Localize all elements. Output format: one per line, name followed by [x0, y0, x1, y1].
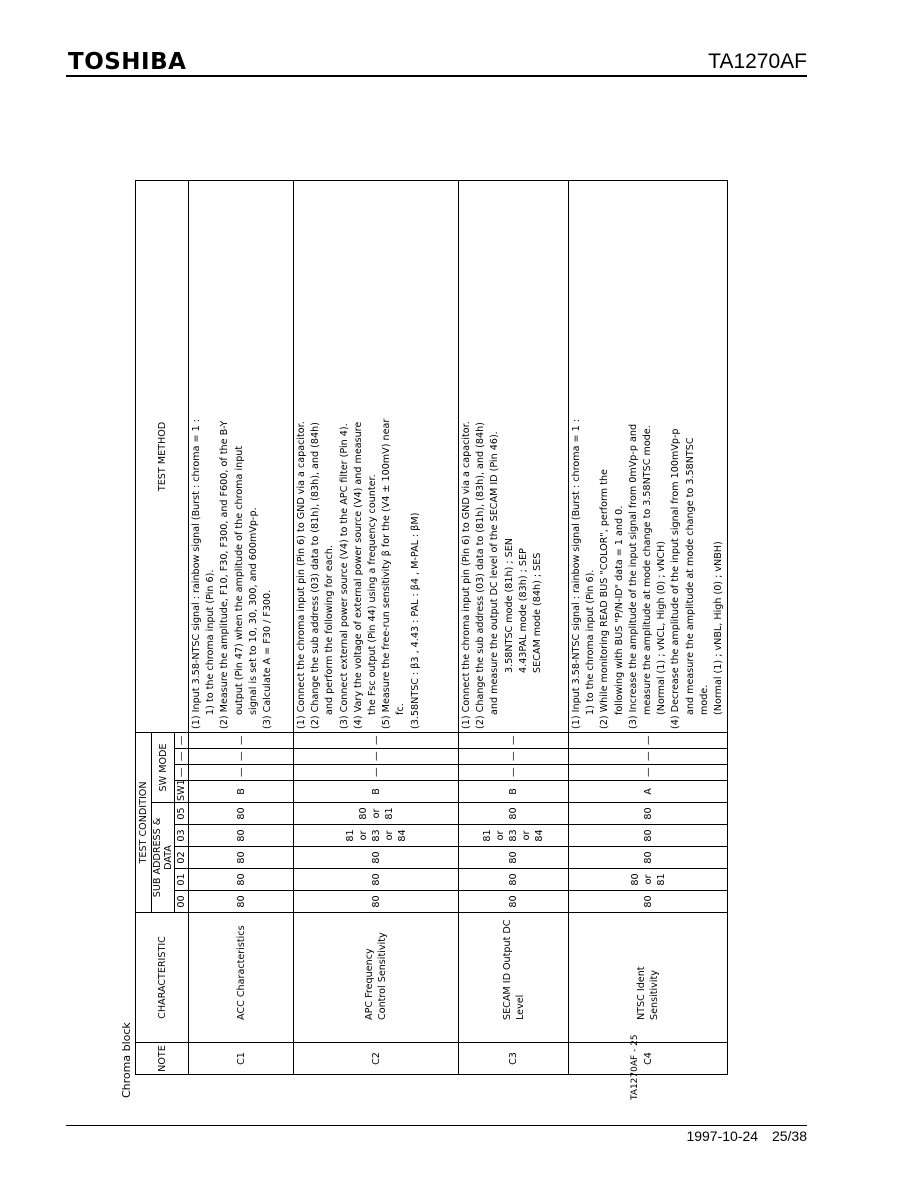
addr-value: 84	[534, 829, 545, 842]
method-line: (2) Measure the amplitude, F10, F30, F300, and F600, of the B-Y	[219, 420, 231, 729]
method-cell	[569, 181, 728, 733]
header-rule	[66, 75, 807, 77]
addr-value: 80	[370, 851, 382, 864]
method-line: (4) Vary the voltage of external power source (V4) and measure	[352, 421, 364, 729]
addr-cell	[294, 825, 459, 847]
note-cell: C3	[459, 1043, 569, 1075]
addr-value: or	[642, 874, 654, 885]
addr-cell	[189, 869, 294, 891]
col-sw-1: —	[175, 765, 189, 781]
col-characteristic: CHARACTERISTIC	[136, 913, 189, 1043]
footer-rule	[66, 1125, 807, 1126]
method-line: output (Pin 47) when the amplitude of the chroma input	[233, 445, 245, 715]
method-line: the Fsc output (Pin 44) using a frequency counter.	[367, 474, 379, 715]
table-row	[459, 181, 569, 1075]
sw-cell: —	[189, 732, 294, 748]
method-line: fc.	[395, 703, 407, 715]
addr-value: 81	[383, 807, 395, 820]
sw-cell: —	[459, 749, 569, 765]
addr-value: 80	[235, 851, 247, 864]
method-cell	[189, 181, 294, 733]
method-line: (4) Decrease the amplitude of the input signal from 100mVp-p	[670, 428, 682, 729]
page-number: 25/38	[771, 1128, 807, 1144]
method-line: (3) Calculate A = F30 / F300.	[262, 589, 274, 729]
addr-value: 80	[235, 829, 247, 842]
addr-value: 80	[370, 895, 382, 908]
method-cell	[294, 181, 459, 733]
test-method-table	[135, 180, 728, 1075]
method-line: and measure the amplitude at mode change to 3.58NTSC	[684, 437, 696, 715]
col-sw-0: SW1	[176, 779, 187, 801]
addr-value: 81	[344, 829, 356, 842]
characteristic-cell	[294, 913, 459, 1043]
method-line: SECAM mode (84h) ; SES	[532, 552, 544, 673]
method-line: mode.	[698, 684, 710, 715]
method-line: measure the amplitude at mode change to 3.58NTSC mode.	[642, 425, 654, 715]
method-line: (2) Change the sub address (03) data to (81h), (83h), and (84h)	[475, 422, 487, 729]
brand-logo: TOSHIBA	[68, 49, 187, 75]
sw-cell: B	[189, 781, 294, 803]
addr-value: 80	[642, 807, 654, 820]
addr-cell	[189, 803, 294, 825]
addr-cell	[294, 847, 459, 869]
method-line: (Normal (1) ; vNBL, High (0) ; vNBH)	[713, 541, 725, 715]
addr-cell	[189, 891, 294, 913]
col-addr-3: 03	[175, 825, 189, 847]
method-line: (3.58NTSC : β3 , 4.43 : PAL : β4 , M-PAL : βM)	[409, 512, 421, 729]
sw-cell: B	[459, 781, 569, 803]
method-line: and measure the output DC level of the SECAM ID (Pin 46).	[489, 431, 501, 715]
addr-value: or	[383, 830, 395, 841]
addr-cell	[294, 891, 459, 913]
sw-cell: —	[189, 749, 294, 765]
addr-cell	[569, 869, 728, 891]
addr-cell	[459, 891, 569, 913]
characteristic-line: APC Frequency	[364, 948, 375, 1020]
page-side-id: TA1270AF - 25	[630, 1034, 640, 1100]
addr-value: or	[357, 830, 369, 841]
addr-value: 80	[642, 895, 654, 908]
addr-value: 80	[508, 807, 519, 820]
method-line: 1) to the chroma input (Pin 6).	[585, 569, 597, 715]
method-line: (1) Connect the chroma input pin (Pin 6) to GND via a capacitor.	[461, 421, 472, 729]
method-cell	[459, 181, 569, 733]
characteristic-line: NTSC Ident Sensitivity	[636, 966, 661, 1020]
characteristic-cell	[459, 913, 569, 1043]
sw-cell: —	[294, 749, 459, 765]
col-sw-mode: SW MODE	[152, 732, 175, 802]
characteristic-cell	[569, 913, 728, 1043]
method-line: 1) to the chroma input (Pin 6).	[205, 569, 217, 715]
method-line: (1) Connect the chroma input pin (Pin 6) to GND via a capacitor.	[296, 421, 307, 729]
col-sw-3: —	[175, 732, 189, 748]
footer	[676, 1128, 807, 1144]
col-test-condition: TEST CONDITION	[136, 732, 152, 912]
characteristic-line: ACC Characteristics	[235, 925, 247, 1020]
sw-cell: —	[189, 765, 294, 781]
addr-value: 80	[642, 851, 654, 864]
col-note: NOTE	[136, 1043, 189, 1075]
addr-cell	[459, 803, 569, 825]
addr-cell	[569, 825, 728, 847]
method-line: following with BUS "P/N-ID" data = 1 and 0.	[613, 505, 625, 715]
addr-value: 80	[508, 851, 519, 864]
col-sub-address: SUB ADDRESS & DATA	[152, 803, 175, 913]
addr-value: or	[521, 830, 532, 841]
characteristic-cell	[189, 913, 294, 1043]
rotated-content	[120, 175, 725, 1100]
addr-value: or	[495, 830, 506, 841]
col-addr-0: 00	[175, 891, 189, 913]
block-title: Chroma block	[120, 1022, 133, 1098]
note-cell: C2	[294, 1043, 459, 1075]
characteristic-line: SECAM ID Output DC Level	[501, 919, 526, 1020]
col-test-method: TEST METHOD	[136, 181, 189, 733]
col-addr-2: 02	[175, 847, 189, 869]
method-line: and perform the following for each.	[324, 545, 336, 715]
method-line: (1) Input 3.58-NTSC signal : rainbow signal (Burst : chroma = 1 :	[191, 419, 202, 729]
method-line: (2) Change the sub address (03) data to (81h), (83h), and (84h)	[310, 422, 322, 729]
addr-cell	[569, 803, 728, 825]
addr-value: 80	[235, 807, 247, 820]
addr-value: 81	[655, 873, 667, 886]
table-row	[294, 181, 459, 1075]
sw-cell: —	[459, 765, 569, 781]
addr-cell	[569, 847, 728, 869]
sw-cell: —	[294, 732, 459, 748]
addr-cell	[294, 869, 459, 891]
addr-value: 80	[642, 829, 654, 842]
addr-cell	[459, 847, 569, 869]
addr-value: 80	[629, 873, 641, 886]
col-addr-4: 05	[175, 803, 189, 825]
table-row	[569, 181, 728, 1075]
sw-cell: —	[569, 765, 728, 781]
note-cell: C4	[569, 1043, 728, 1075]
addr-value: 84	[396, 829, 408, 842]
addr-value: 83	[508, 829, 519, 842]
addr-cell	[189, 847, 294, 869]
addr-cell	[294, 803, 459, 825]
addr-cell	[459, 825, 569, 847]
addr-value: 83	[370, 829, 382, 842]
characteristic-line: Control Sensitivity	[377, 932, 388, 1020]
sw-cell: A	[569, 781, 728, 803]
addr-value: 80	[370, 873, 382, 886]
addr-cell	[459, 869, 569, 891]
table-row	[189, 181, 294, 1075]
addr-value: or	[370, 808, 382, 819]
part-number: TA1270AF	[708, 50, 807, 73]
method-line: (3) Connect external power source (V4) to the APC filter (Pin 4).	[338, 423, 350, 729]
method-line: (5) Measure the free-run sensitivity β for the (V4 ± 100mV) near	[381, 418, 393, 729]
method-line: 4.43PAL mode (83h) ; SEP	[517, 548, 529, 673]
sw-cell: B	[294, 781, 459, 803]
sw-cell: —	[569, 732, 728, 748]
method-line: (2) While monitoring READ BUS "COLOR", perform the	[599, 469, 611, 729]
addr-cell	[189, 825, 294, 847]
footer-date: 1997-10-24	[686, 1128, 759, 1144]
addr-value: 80	[508, 895, 519, 908]
method-line: signal is set to 10, 30, 300, and 600mVp-p.	[247, 507, 259, 715]
sw-cell: —	[569, 749, 728, 765]
method-line: (3) Increase the amplitude of the input signal from 0mVp-p and	[627, 423, 639, 729]
addr-value: 80	[235, 873, 247, 886]
sw-cell: —	[459, 732, 569, 748]
method-line: (Normal (1) ; vNCL, High (0) ; vNCH)	[656, 541, 668, 715]
addr-value: 81	[482, 829, 493, 842]
col-addr-1: 01	[175, 869, 189, 891]
addr-cell	[569, 891, 728, 913]
col-sw-2: —	[175, 749, 189, 765]
note-cell: C1	[189, 1043, 294, 1075]
addr-value: 80	[235, 895, 247, 908]
method-line: (1) Input 3.58-NTSC signal : rainbow signal (Burst : chroma = 1 :	[571, 419, 582, 729]
addr-value: 80	[508, 873, 519, 886]
addr-value: 80	[357, 807, 369, 820]
sw-cell: —	[294, 765, 459, 781]
method-line: 3.58NTSC mode (81h) ; SEN	[503, 538, 515, 673]
